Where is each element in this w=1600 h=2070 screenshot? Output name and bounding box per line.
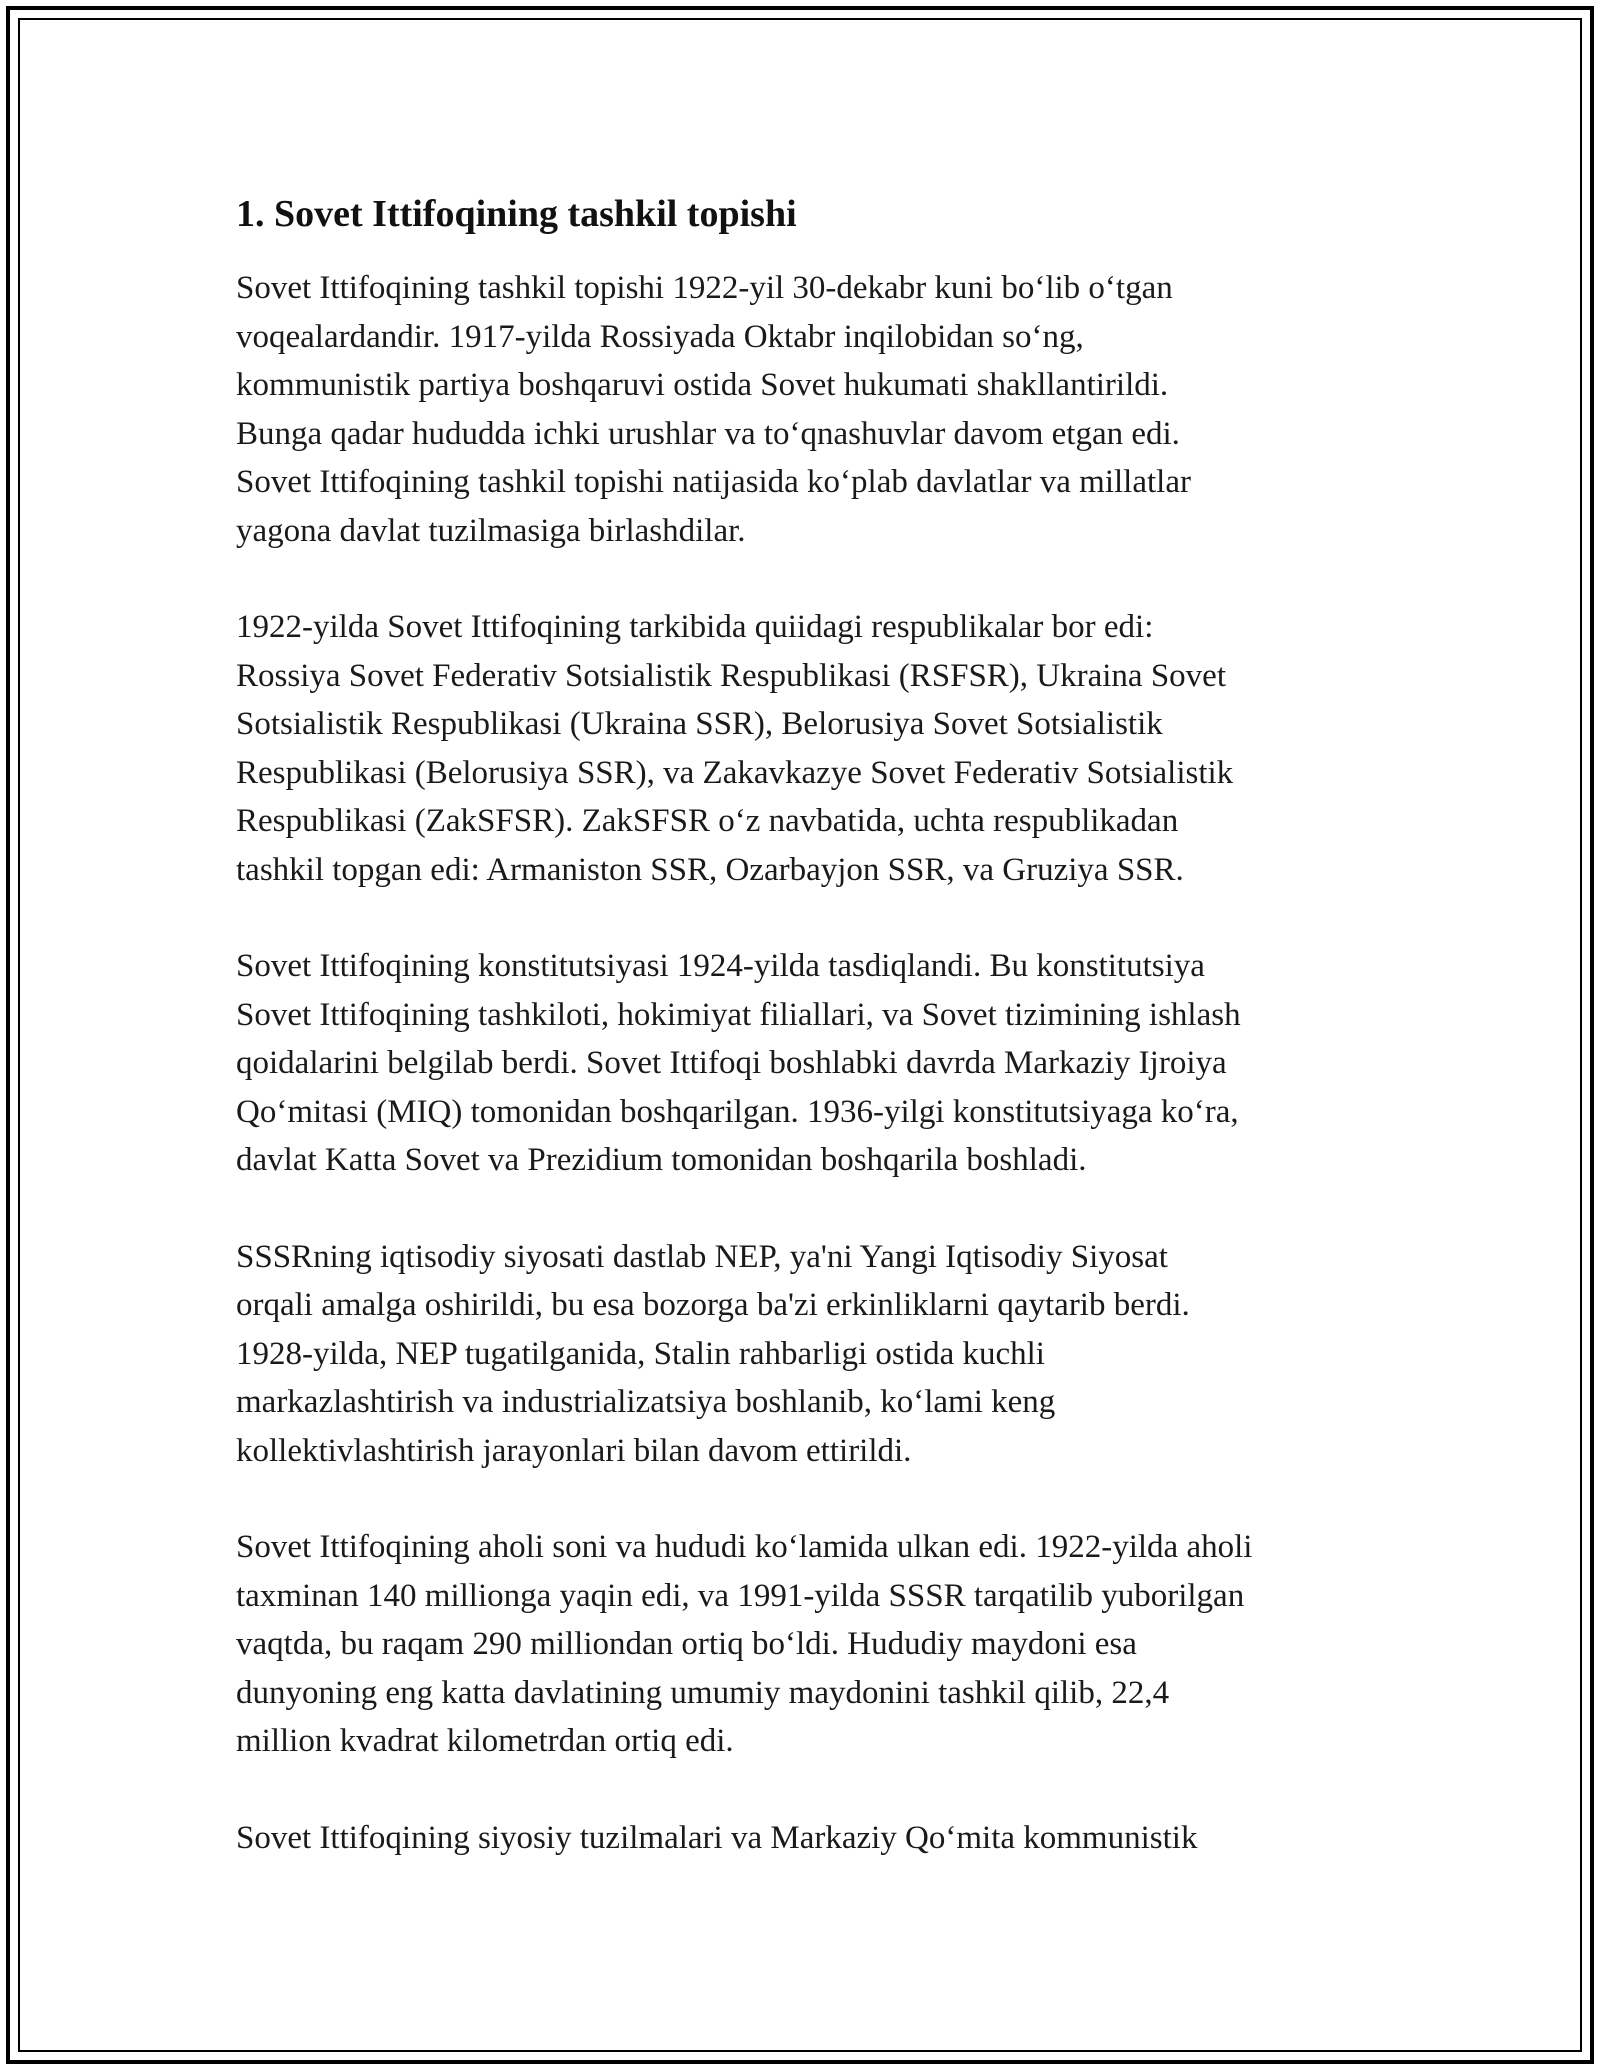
- text-line: markazlashtirish va industrializatsiya boshlanib, ko‘lami keng: [236, 1384, 1056, 1420]
- text-line: Respublikasi (Belorusiya SSR), va Zakavkazye Sovet Federativ Sotsialistik: [236, 754, 1234, 791]
- text-line: Respublikasi (ZakSFSR). ZakSFSR o‘z navbatida, uchta respublikadan: [236, 803, 1179, 839]
- text-line: 1922-yilda Sovet Ittifoqining tarkibida quiidagi respublikalar bor edi:: [236, 609, 1154, 645]
- text-line: Sovet Ittifoqining konstitutsiyasi 1924-yilda tasdiqlandi. Bu konstitutsiya: [236, 948, 1205, 984]
- paragraph-economy: [236, 1233, 1376, 1476]
- paragraph-founding: [236, 264, 1376, 555]
- text-line: Qo‘mitasi (MIQ) tomonidan boshqarilgan. 1936-yilgi konstitutsiyaga ko‘ra,: [236, 1093, 1239, 1130]
- text-line: qoidalarini belgilab berdi. Sovet Ittifoqi boshlabki davrda Markaziy Ijroiya: [236, 1045, 1227, 1081]
- text-line: Sovet Ittifoqining siyosiy tuzilmalari va Markaziy Qo‘mita kommunistik: [236, 1819, 1198, 1856]
- text-line: Sovet Ittifoqining aholi soni va hududi ko‘lamida ulkan edi. 1922-yilda aholi: [236, 1529, 1253, 1565]
- paragraph-political-structures: [236, 1814, 1376, 1863]
- text-line: kollektivlashtirish jarayonlari bilan davom ettirildi.: [236, 1432, 912, 1469]
- text-line: dunyoning eng katta davlatining umumiy maydonini tashkil qilib, 22,4: [236, 1674, 1170, 1711]
- text-line: davlat Katta Sovet va Prezidium tomonidan boshqarila boshladi.: [236, 1142, 1087, 1178]
- text-line: voqealardandir. 1917-yilda Rossiyada Oktabr inqilobidan so‘ng,: [236, 318, 1084, 355]
- text-line: vaqtda, bu raqam 290 milliondan ortiq bo‘ldi. Hududiy maydoni esa: [236, 1626, 1137, 1662]
- paragraph-constitution: [236, 942, 1376, 1185]
- text-line: Sovet Ittifoqining tashkil topishi 1922-yil 30-dekabr kuni bo‘lib o‘tgan: [236, 270, 1173, 306]
- text-line: kommunistik partiya boshqaruvi ostida Sovet hukumati shakllantirildi.: [236, 367, 1169, 403]
- text-line: Bunga qadar hududda ichki urushlar va to‘qnashuvlar davom etgan edi.: [236, 415, 1180, 452]
- text-line: taxminan 140 millionga yaqin edi, va 1991-yilda SSSR tarqatilib yuborilgan: [236, 1577, 1245, 1614]
- text-line: 1928-yilda, NEP tugatilganida, Stalin rahbarligi ostida kuchli: [236, 1335, 1045, 1372]
- document-body: [236, 186, 1376, 1910]
- paragraph-population: [236, 1523, 1376, 1766]
- text-line: yagona davlat tuzilmasiga birlashdilar.: [236, 512, 746, 549]
- text-line: Rossiya Sovet Federativ Sotsialistik Respublikasi (RSFSR), Ukraina Sovet: [236, 657, 1226, 694]
- text-line: million kvadrat kilometrdan ortiq edi.: [236, 1723, 734, 1759]
- section-heading: 1. Sovet Ittifoqining tashkil topishi: [236, 193, 797, 235]
- text-line: tashkil topgan edi: Armaniston SSR, Ozarbayjon SSR, va Gruziya SSR.: [236, 851, 1184, 888]
- text-line: Sotsialistik Respublikasi (Ukraina SSR), Belorusiya Sovet Sotsialistik: [236, 706, 1163, 742]
- text-line: orqali amalga oshirildi, bu esa bozorga ba'zi erkinliklarni qaytarib berdi.: [236, 1287, 1190, 1323]
- text-line: SSSRning iqtisodiy siyosati dastlab NEP, ya'ni Yangi Iqtisodiy Siyosat: [236, 1238, 1168, 1275]
- paragraph-republics: [236, 603, 1376, 894]
- text-line: Sovet Ittifoqining tashkiloti, hokimiyat filiallari, va Sovet tizimining ishlash: [236, 996, 1241, 1033]
- text-line: Sovet Ittifoqining tashkil topishi natijasida ko‘plab davlatlar va millatlar: [236, 464, 1191, 500]
